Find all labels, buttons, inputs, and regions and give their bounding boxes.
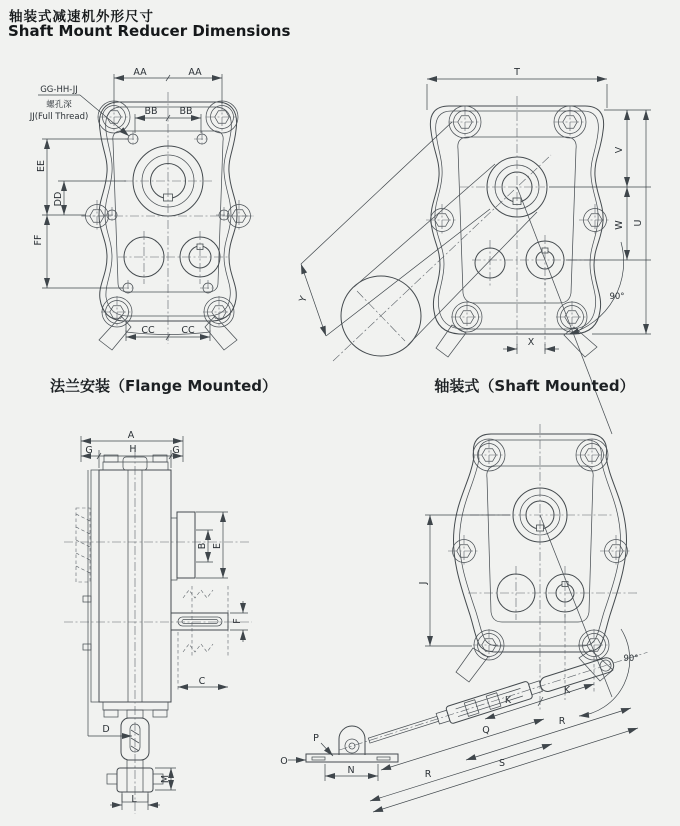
torque-arm-assembly <box>306 644 650 762</box>
dim-label-ee: EE <box>36 159 47 173</box>
dim-label-p: P <box>313 733 319 744</box>
torque-arm-drawing <box>280 424 650 812</box>
dim-label-cc-left: CC <box>141 325 155 336</box>
dim-label-n: N <box>347 765 355 776</box>
dim-label-e: E <box>212 542 223 550</box>
side-body <box>64 450 252 814</box>
caption-shaft-mounted: 轴装式（Shaft Mounted） <box>434 377 635 395</box>
dim-label-a: A <box>127 430 135 441</box>
dim-label-s: S <box>498 758 506 769</box>
dim-label-d: D <box>102 724 110 735</box>
dim-label-t: T <box>514 67 520 78</box>
dim-label-k-left: K <box>504 695 512 706</box>
dim-label-k-right: K <box>563 685 571 696</box>
dim-label-v: V <box>614 146 625 154</box>
shaft-dimensions <box>427 67 651 354</box>
callout-full-thread: JJ(Full Thread) <box>29 112 89 122</box>
dim-label-bb-left: BB <box>144 106 158 117</box>
dim-label-y: Y <box>297 294 310 304</box>
dim-label-ff: FF <box>33 234 44 246</box>
caption-flange-mounted: 法兰安装（Flange Mounted） <box>50 377 277 395</box>
dim-label-u: U <box>633 219 644 227</box>
page-title-english: Shaft Mount Reducer Dimensions <box>8 22 291 40</box>
dim-label-r-upper: R <box>558 716 566 727</box>
screw-icon <box>200 280 216 296</box>
side-dimensions <box>81 430 248 810</box>
dim-label-aa-right: AA <box>188 67 202 78</box>
dim-label-x: X <box>527 337 535 348</box>
torque-dimensions <box>280 515 638 812</box>
dim-label-h: H <box>129 444 137 455</box>
dim-label-g-left: G <box>85 445 93 456</box>
angle-label-90: 90° <box>609 292 625 302</box>
angle-label-90: 90° <box>623 654 639 664</box>
dim-label-l: L <box>131 794 137 805</box>
bolt-icon <box>600 535 632 567</box>
dim-label-g-right: G <box>172 445 180 456</box>
dim-label-aa-left: AA <box>133 67 147 78</box>
dim-label-j: J <box>418 581 429 585</box>
side-view-drawing <box>64 430 252 814</box>
dim-label-f: F <box>232 618 243 624</box>
dim-label-c: C <box>198 676 206 687</box>
bolt-icon <box>579 204 611 236</box>
bolt-icon <box>203 296 235 328</box>
screw-icon <box>194 131 210 147</box>
dim-label-bb-right: BB <box>179 106 193 117</box>
page-title-chinese: 轴装式减速机外形尺寸 <box>9 9 154 25</box>
flange-mounted-drawing <box>29 67 255 350</box>
dim-label-w: W <box>614 220 625 230</box>
dim-label-cc-right: CC <box>181 325 195 336</box>
belt-and-pulley <box>297 122 551 361</box>
callout-thread-code: GG-HH-JJ <box>40 85 78 95</box>
dim-label-o: O <box>280 756 288 767</box>
bolt-icon <box>448 535 480 567</box>
dim-label-dd: DD <box>53 191 64 207</box>
dim-label-m: M <box>160 774 171 784</box>
bolt-icon <box>101 296 133 328</box>
dim-label-r-lower: R <box>424 769 432 780</box>
callout-thread-depth: 螺孔深 <box>46 100 72 110</box>
flange-bolts <box>81 101 255 328</box>
bolt-icon <box>473 629 505 661</box>
dim-label-q: Q <box>482 725 490 736</box>
dim-label-b: B <box>197 542 208 550</box>
